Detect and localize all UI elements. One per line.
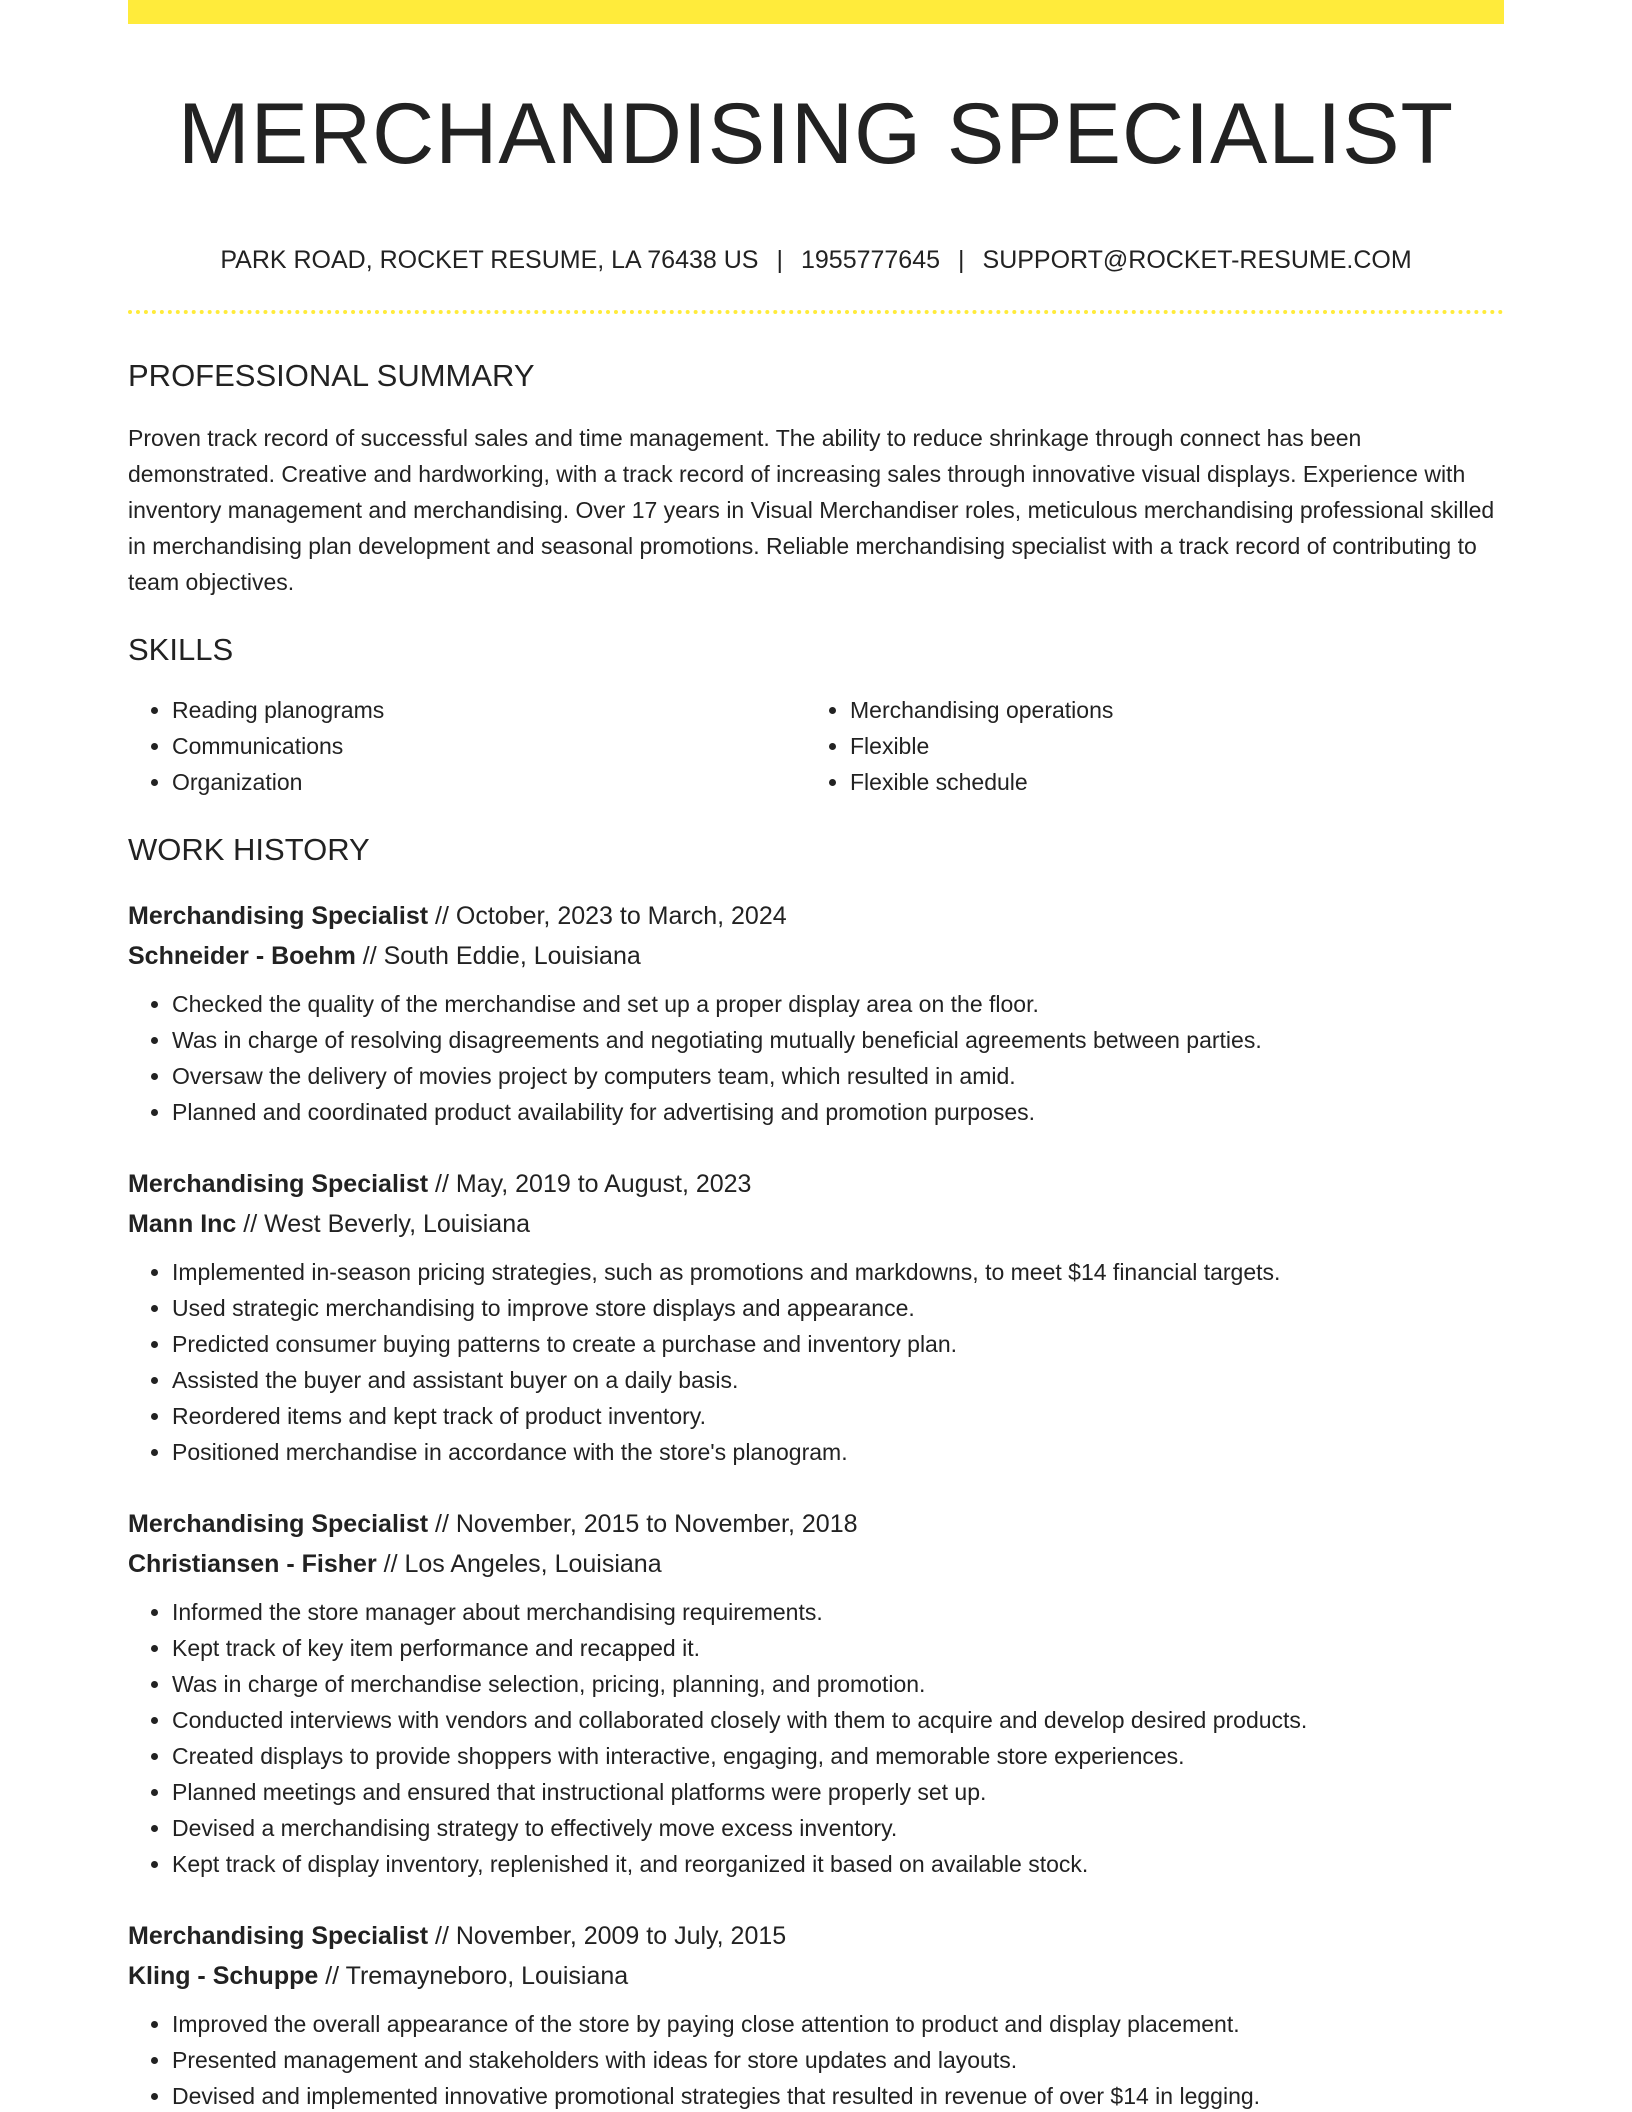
dotted-divider (128, 310, 1504, 314)
job-company: Mann Inc (128, 1210, 237, 1238)
job-location: // Tremayneboro, Louisiana (318, 1962, 629, 1990)
job-role: Merchandising Specialist (128, 1170, 429, 1198)
summary-text: Proven track record of successful sales and time management. The ability to reduce shrinkage through connect has been demonstrated. Creative and hardworking, with a track record of increasing sales through innovative visual displays. Experience with inventory management and merchandising. Over 17 years in Visual Merchandiser roles, meticulous merchandising professional skilled in merchandising plan development and seasonal promotions. Reliable merchandising specialist with a track record of contributing to team objectives. (128, 425, 1495, 595)
job-bullet: • Devised a merchandising strategy to effectively move excess inventory. (172, 1810, 1504, 1846)
contact-address: PARK ROAD, ROCKET RESUME, LA 76438 US (220, 246, 759, 274)
job-role-line (128, 1164, 1504, 1204)
job-bullet: • Predicted consumer buying patterns to create a purchase and inventory plan. (172, 1326, 1504, 1362)
job-bullet: • Kept track of key item performance and recapped it. (172, 1630, 1504, 1666)
job-bullet: • Reordered items and kept track of product inventory. (172, 1398, 1504, 1434)
skill-item: • Communications (172, 728, 806, 764)
skill-item: • Organization (172, 764, 806, 800)
job-role: Merchandising Specialist (128, 1510, 429, 1538)
summary-heading: PROFESSIONAL SUMMARY (128, 358, 535, 393)
contact-phone: 1955777645 (800, 246, 941, 274)
job-company: Kling - Schuppe (128, 1962, 319, 1990)
job-bullet: • Informed the store manager about merchandising requirements. (172, 1594, 1504, 1630)
job-company-line (128, 936, 1504, 976)
job-entry (128, 896, 1504, 1130)
job-location: // Los Angeles, Louisiana (376, 1550, 662, 1578)
accent-top-bar (128, 0, 1504, 24)
job-company: Christiansen - Fisher (128, 1550, 377, 1578)
job-company-line (128, 1204, 1504, 1244)
skill-item: • Flexible (850, 728, 1484, 764)
work-history-heading: WORK HISTORY (128, 832, 370, 867)
job-dates: // May, 2019 to August, 2023 (428, 1170, 752, 1198)
job-bullet: • Planned meetings and ensured that instructional platforms were properly set up. (172, 1774, 1504, 1810)
skills-column-left (128, 692, 806, 800)
job-bullet: • Devised and implemented innovative promotional strategies that resulted in revenue of over $14 in legging. (172, 2078, 1504, 2112)
job-bullet: • Presented management and stakeholders with ideas for store updates and layouts. (172, 2042, 1504, 2078)
job-bullet: • Positioned merchandise in accordance with the store's planogram. (172, 1434, 1504, 1470)
job-bullets (128, 2006, 1504, 2112)
job-entry (128, 1164, 1504, 1470)
job-bullet: • Assisted the buyer and assistant buyer on a daily basis. (172, 1362, 1504, 1398)
resume-content (128, 24, 1504, 2112)
job-bullets (128, 1254, 1504, 1470)
job-bullet: • Was in charge of resolving disagreements and negotiating mutually beneficial agreements between parties. (172, 1022, 1504, 1058)
skill-item: • Merchandising operations (850, 692, 1484, 728)
job-dates: // November, 2015 to November, 2018 (428, 1510, 858, 1538)
job-bullet: • Improved the overall appearance of the store by paying close attention to product and display placement. (172, 2006, 1504, 2042)
skills-list (128, 692, 1504, 800)
job-bullets (128, 986, 1504, 1130)
job-bullet: • Implemented in-season pricing strategies, such as promotions and markdowns, to meet $14 financial targets. (172, 1254, 1504, 1290)
job-dates: // October, 2023 to March, 2024 (428, 902, 787, 930)
job-role-line (128, 1916, 1504, 1956)
job-role: Merchandising Specialist (128, 902, 429, 930)
job-bullet: • Used strategic merchandising to improve store displays and appearance. (172, 1290, 1504, 1326)
job-bullet: • Created displays to provide shoppers with interactive, engaging, and memorable store experiences. (172, 1738, 1504, 1774)
job-role: Merchandising Specialist (128, 1922, 429, 1950)
skills-column-right (806, 692, 1484, 800)
job-bullet: • Kept track of display inventory, replenished it, and reorganized it based on available stock. (172, 1846, 1504, 1882)
job-location: // South Eddie, Louisiana (355, 942, 641, 970)
job-location: // West Beverly, Louisiana (236, 1210, 530, 1238)
job-entry (128, 1916, 1504, 2112)
contact-separator: | (958, 246, 965, 274)
job-bullet: • Checked the quality of the merchandise and set up a proper display area on the floor. (172, 986, 1504, 1022)
contact-separator: | (776, 246, 783, 274)
job-role-line (128, 896, 1504, 936)
job-company-line (128, 1544, 1504, 1584)
job-bullet: • Conducted interviews with vendors and collaborated closely with them to acquire and develop desired products. (172, 1702, 1504, 1738)
contact-line (128, 244, 1504, 276)
job-role-line (128, 1504, 1504, 1544)
contact-email: SUPPORT@ROCKET-RESUME.COM (982, 246, 1412, 274)
job-company: Schneider - Boehm (128, 942, 356, 970)
skills-heading: SKILLS (128, 632, 234, 667)
skill-item: • Flexible schedule (850, 764, 1484, 800)
job-bullet: • Was in charge of merchandise selection, pricing, planning, and promotion. (172, 1666, 1504, 1702)
job-company-line (128, 1956, 1504, 1996)
job-bullet: • Oversaw the delivery of movies project by computers team, which resulted in amid. (172, 1058, 1504, 1094)
skill-item: • Reading planograms (172, 692, 806, 728)
job-bullets (128, 1594, 1504, 1882)
candidate-title: MERCHANDISING SPECIALIST (178, 86, 1454, 182)
job-dates: // November, 2009 to July, 2015 (428, 1922, 787, 1950)
job-bullet: • Planned and coordinated product availability for advertising and promotion purposes. (172, 1094, 1504, 1130)
job-entry (128, 1504, 1504, 1882)
